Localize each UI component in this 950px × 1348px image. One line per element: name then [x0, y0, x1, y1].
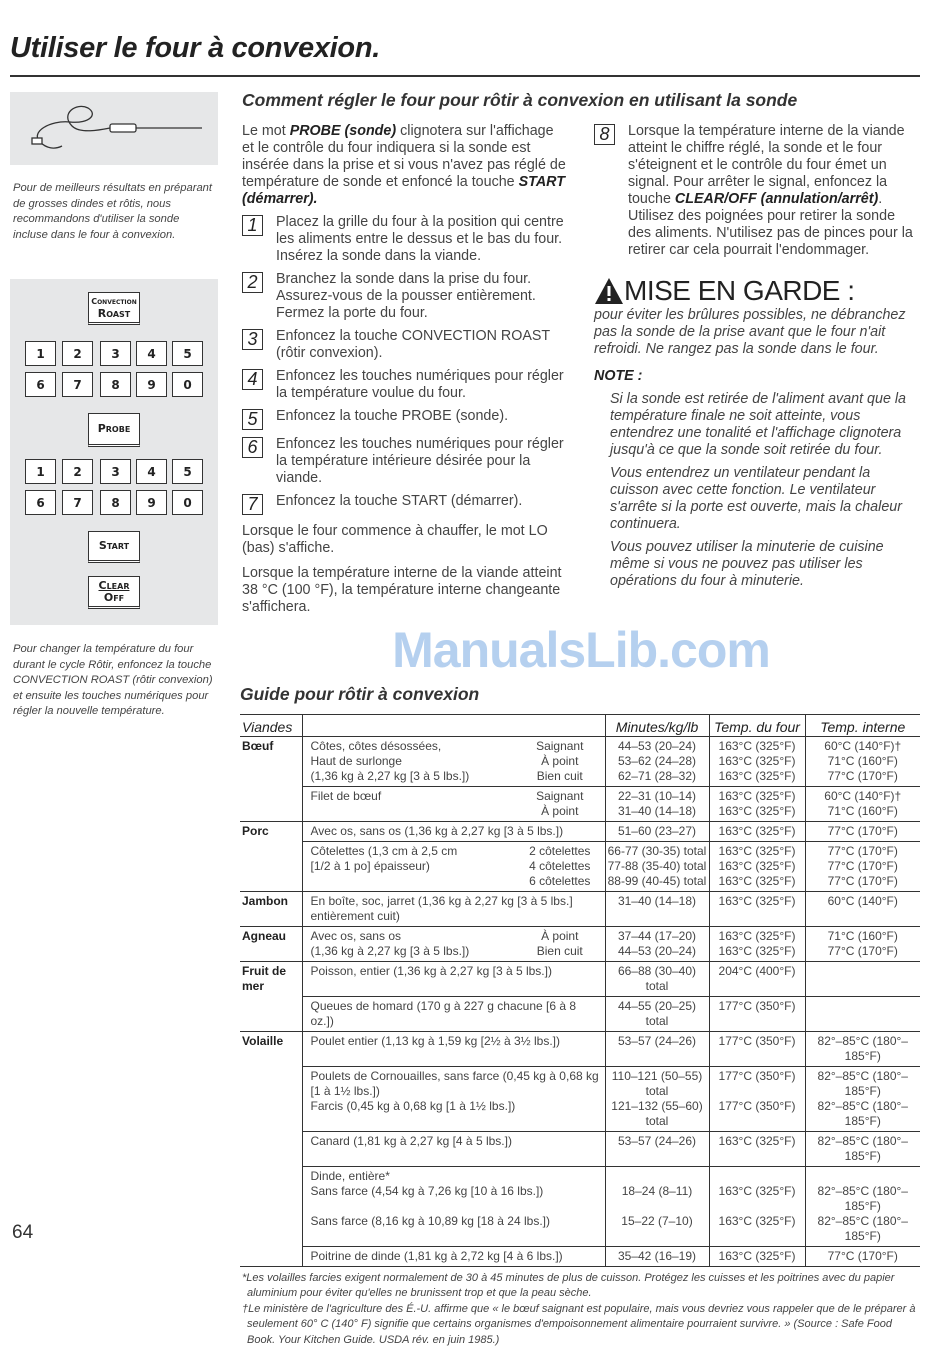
- minutes-per-kg: 44–53 (20–24): [605, 737, 709, 755]
- meat-category: Bœuf: [240, 737, 302, 822]
- minutes-per-kg: 44–55 (20–25) total: [605, 997, 709, 1032]
- minutes-per-kg: 15–22 (7–10): [605, 1214, 709, 1247]
- step-6: [242, 436, 568, 487]
- digit-key-2: 2: [62, 341, 93, 366]
- cut-name: Farcis (0,45 kg à 0,68 kg [1 à 1½ lbs.]): [302, 1099, 605, 1132]
- warning-text: pour éviter les brûlures possibles, ne débranchez pas la sonde de la prise avant que le four n'ait refroidi. Ne rangez pas la sonde dans le four.: [594, 307, 906, 357]
- internal-temp: 77°C (170°F): [805, 874, 920, 892]
- doneness: À point: [541, 929, 579, 943]
- footnote-usda: †Le ministère de l'agriculture des É.-U. affirme que « le bœuf saignant est populaire, mais vous devriez vous rappeler que de le préparer à seulement 60° C (140° F) signifie que certains organismes d'empoisonnement alimentaire pourraient survivre. » (Source : Safe Food Book. Your Kitchen Guide. USDA rév. en juin 1985.): [242, 1302, 916, 1346]
- internal-temp: 60°C (140°F): [805, 892, 920, 927]
- table-row: [240, 997, 920, 1032]
- minutes-per-kg: 31–40 (14–18): [605, 892, 709, 927]
- minutes-per-kg: [605, 1167, 709, 1185]
- doneness: Saignant: [536, 739, 584, 753]
- doneness: À point: [515, 804, 605, 822]
- table-row: [240, 892, 920, 927]
- cut-name: Canard (1,81 kg à 2,27 kg [4 à 5 lbs.]): [302, 1132, 605, 1167]
- digit-key-8: 8: [100, 372, 131, 397]
- oven-temp: 163°C (325°F): [709, 842, 805, 860]
- step-list: [242, 214, 568, 515]
- step-text: Enfoncez la touche START (démarrer).: [276, 493, 523, 509]
- oven-temp: 177°C (350°F): [709, 1067, 805, 1100]
- internal-temp: 71°C (160°F): [805, 927, 920, 945]
- step-number: 7: [242, 494, 263, 515]
- digit-key-4: 4: [136, 459, 167, 484]
- probe-key: Probe: [88, 413, 140, 447]
- convection-roast-key: Convection Roast: [88, 292, 140, 325]
- header-minutes: Minutes/kg/lb: [605, 715, 709, 737]
- minutes-per-kg: 44–53 (20–24): [605, 944, 709, 962]
- cut-name: [1/2 à 1 po] épaisseur): [310, 859, 430, 873]
- probe-illustration: [10, 92, 218, 165]
- internal-temp: 77°C (170°F): [805, 944, 920, 962]
- internal-temp: 82°–85°C (180°–185°F): [805, 1032, 920, 1067]
- oven-temp: 163°C (325°F): [709, 754, 805, 769]
- oven-temp: 163°C (325°F): [709, 944, 805, 962]
- temperature-probe-icon: [10, 92, 218, 165]
- internal-temp: 82°–85°C (180°–185°F): [805, 1214, 920, 1247]
- digit-key-0: 0: [172, 490, 203, 515]
- table-row: [240, 1032, 920, 1067]
- cut-name: Côtelettes (1,3 cm à 2,5 cm: [310, 844, 458, 858]
- oven-temp: 163°C (325°F): [709, 804, 805, 822]
- internal-temp: 77°C (170°F): [805, 769, 920, 787]
- minutes-per-kg: 66-77 (30-35) total: [605, 842, 709, 860]
- step-text: Placez la grille du four à la position qui centre les aliments entre le dessus et le bas du four. Insérez la sonde dans la viande.: [276, 214, 564, 264]
- table-row: [240, 1167, 920, 1185]
- table-row: [240, 944, 920, 962]
- internal-temp: 71°C (160°F): [805, 754, 920, 769]
- oven-keypad-illustration: [10, 279, 218, 625]
- table-row: [240, 1099, 920, 1132]
- step-1: [242, 214, 568, 265]
- table-row: [240, 1132, 920, 1167]
- digit-key-3: 3: [100, 459, 131, 484]
- intro-paragraph: Le mot PROBE (sonde) clignotera sur l'affichage et le contrôle du four indiquera si la sonde est insérée dans la prise et si vous n'avez pas réglé de température de sonde et enfoncé la touche START (démarrer).: [242, 123, 566, 207]
- oven-temp: 163°C (325°F): [709, 874, 805, 892]
- minutes-per-kg: 51–60 (23–27): [605, 822, 709, 842]
- digit-key-6: 6: [25, 372, 56, 397]
- cut-name: Filet de bœuf: [310, 789, 382, 803]
- internal-temp: 77°C (170°F): [805, 842, 920, 860]
- oven-temp: 163°C (325°F): [709, 892, 805, 927]
- oven-temp: 163°C (325°F): [709, 927, 805, 945]
- internal-temp: 60°C (140°F)†: [805, 737, 920, 755]
- oven-temp: 163°C (325°F): [709, 822, 805, 842]
- digit-key-2: 2: [62, 459, 93, 484]
- digit-key-8: 8: [100, 490, 131, 515]
- clear-off-key: Clear Off: [88, 576, 140, 609]
- doneness: Saignant: [536, 789, 584, 803]
- digit-key-6: 6: [25, 490, 56, 515]
- cut-name: En boîte, soc, jarret (1,36 kg à 2,27 kg [3 à 5 lbs.] entièrement cuit): [302, 892, 605, 927]
- oven-temp: 204°C (400°F): [709, 962, 805, 997]
- oven-temp: 163°C (325°F): [709, 1247, 805, 1267]
- cut-name: (1,36 kg à 2,27 kg [3 à 5 lbs.]): [302, 944, 515, 962]
- temperature-change-caption: Pour changer la température du four durant le cycle Rôtir, enfoncez la touche CONVECTION ROAST (rôtir convexion) et ensuite les touches numériques pour régler la nouvelle température.: [13, 643, 213, 717]
- section-subtitle: Comment régler le four pour rôtir à convexion en utilisant la sonde: [242, 90, 798, 110]
- minutes-per-kg: 66–88 (30–40) total: [605, 962, 709, 997]
- left-column: [240, 123, 568, 616]
- internal-temp: [805, 1167, 920, 1185]
- table-row: [240, 787, 920, 805]
- note-3: Vous pouvez utiliser la minuterie de cuisine même si vous ne pouvez pas utiliser les opérations du four à minuterie.: [610, 539, 884, 589]
- step-number: 8: [594, 124, 615, 145]
- step-5: [242, 408, 568, 430]
- oven-temp: 163°C (325°F): [709, 787, 805, 805]
- step-text: Enfoncez la touche PROBE (sonde).: [276, 408, 509, 424]
- internal-temp: 60°C (140°F)†: [805, 787, 920, 805]
- cut-name: Avec os, sans os: [310, 929, 401, 943]
- internal-temp: 82°–85°C (180°–185°F): [805, 1099, 920, 1132]
- oven-temp: [709, 1167, 805, 1185]
- digit-key-1: 1: [25, 459, 56, 484]
- table-row: [240, 1184, 920, 1214]
- minutes-per-kg: 77-88 (35-40) total: [605, 859, 709, 874]
- cut-name: Poisson, entier (1,36 kg à 2,27 kg [3 à 5 lbs.]): [302, 962, 605, 997]
- oven-temp: 177°C (350°F): [709, 1099, 805, 1132]
- internal-temp-note: Lorsque la température interne de la viande atteint 38 °C (100 °F), la température interne changeante s'affichera.: [242, 565, 562, 615]
- meat-category: Fruit de mer: [240, 962, 302, 1032]
- minutes-per-kg: 53–57 (24–26): [605, 1132, 709, 1167]
- step-text: Enfoncez la touche CONVECTION ROAST (rôtir convexion).: [276, 328, 550, 361]
- cut-name: Avec os, sans os (1,36 kg à 2,27 kg [3 à 5 lbs.]): [302, 822, 605, 842]
- internal-temp: [805, 997, 920, 1032]
- footnote-stuffed-poultry: *Les volailles farcies exigent normalement de 30 à 45 minutes de plus de cuisson. Protégez les cuisses et les poitrines avec du papier aluminium pour éviter qu'elles ne brunissent trop et que la peau sèche.: [242, 1272, 895, 1300]
- table-row: [240, 754, 920, 769]
- digit-key-5: 5: [172, 341, 203, 366]
- internal-temp: 82°–85°C (180°–185°F): [805, 1067, 920, 1100]
- oven-temp: 177°C (350°F): [709, 1032, 805, 1067]
- minutes-per-kg: 88-99 (40-45) total: [605, 874, 709, 892]
- doneness: Bien cuit: [515, 944, 605, 962]
- digit-key-0: 0: [172, 372, 203, 397]
- meat-category: Porc: [240, 822, 302, 892]
- table-row: [240, 804, 920, 822]
- cut-name: Sans farce (4,54 kg à 7,26 kg [10 à 16 lbs.]): [310, 1184, 544, 1198]
- step-text: Branchez la sonde dans la prise du four. Assurez-vous de la pousser entièrement. Fermez la porte du four.: [276, 271, 536, 321]
- note-2: Vous entendrez un ventilateur pendant la cuisson avec cette fonction. Le ventilateur s'arrête si la porte est ouverte, mais la chaleur continuera.: [610, 465, 902, 532]
- meat-category: Volaille: [240, 1032, 302, 1267]
- internal-temp: 82°–85°C (180°–185°F): [805, 1132, 920, 1167]
- minutes-per-kg: 18–24 (8–11): [605, 1184, 709, 1214]
- start-key: Start: [88, 531, 140, 563]
- step-number: 2: [242, 272, 263, 293]
- table-row: [240, 1214, 920, 1247]
- note-label: NOTE :: [594, 368, 643, 384]
- table-row: [240, 737, 920, 755]
- probe-caption: Pour de meilleurs résultats en préparant de grosses dindes et rôtis, nous recommandons d'utiliser la sonde incluse dans le four à convexion.: [13, 182, 212, 241]
- internal-temp: [805, 962, 920, 997]
- cut-name: [302, 804, 515, 822]
- header-internal-temp: Temp. interne: [805, 715, 920, 737]
- meat-category: Jambon: [240, 892, 302, 927]
- title-rule: [10, 75, 920, 77]
- digit-key-3: 3: [100, 341, 131, 366]
- warning-heading: MISE EN GARDE :: [594, 275, 922, 307]
- step-text: Enfoncez les touches numériques pour régler la température voulue du four.: [276, 368, 564, 401]
- step-number: 3: [242, 329, 263, 350]
- watermark: ManualsLib.com: [392, 622, 770, 678]
- minutes-per-kg: 31–40 (14–18): [605, 804, 709, 822]
- cut-name: Poulets de Cornouailles, sans farce (0,45 kg à 0,68 kg [1 à 1½ lbs.]): [310, 1069, 599, 1098]
- step-3: [242, 328, 568, 362]
- heating-note: Lorsque le four commence à chauffer, le mot LO (bas) s'affiche.: [242, 523, 548, 556]
- cut-name: Côtes, côtes désossées,: [310, 739, 442, 753]
- step-4: [242, 368, 568, 402]
- internal-temp: 71°C (160°F): [805, 804, 920, 822]
- table-row: [240, 874, 920, 892]
- warning-icon: [594, 277, 624, 305]
- cut-name: Dinde, entière*: [310, 1169, 390, 1183]
- header-description: [302, 715, 605, 737]
- main-content: [240, 89, 922, 1348]
- step-number: 1: [242, 215, 263, 236]
- step-7: [242, 493, 568, 515]
- cut-name: [302, 874, 515, 892]
- minutes-per-kg: 53–62 (24–28): [605, 754, 709, 769]
- digit-key-4: 4: [136, 341, 167, 366]
- meat-category: Agneau: [240, 927, 302, 962]
- minutes-per-kg: 110–121 (50–55) total: [605, 1067, 709, 1100]
- step-number: 6: [242, 437, 263, 458]
- table-row: [240, 769, 920, 787]
- oven-temp: 163°C (325°F): [709, 769, 805, 787]
- oven-temp: 163°C (325°F): [709, 1132, 805, 1167]
- step-8: 8 Lorsque la température interne de la viande atteint le chiffre réglé, la sonde et le four s'éteignent et le contrôle du four émet un signal. Pour arrêter le signal, enfoncez la touche CLEAR/OFF (annulation/arrêt). Utilisez des poignées pour retirer la sonde des aliments. N'utilisez pas de pinces pour la retirer car cela pourrait l'endommager.: [594, 123, 922, 259]
- step-text: Enfoncez les touches numériques pour régler la température intérieure désirée pour la viande.: [276, 436, 564, 486]
- table-row: [240, 1247, 920, 1267]
- note-1: Si la sonde est retirée de l'aliment avant que la température finale ne soit atteinte, vous entendrez une tonalité et l'affichage clignotera jusqu'à ce que la sonde soit retirée du four.: [610, 391, 906, 458]
- doneness: 2 côtelettes: [529, 844, 591, 858]
- cut-name: Poulet entier (1,13 kg à 1,59 kg [2½ à 3½ lbs.]): [302, 1032, 605, 1067]
- roasting-guide-title: Guide pour rôtir à convexion: [240, 684, 480, 704]
- table-row: [240, 927, 920, 945]
- minutes-per-kg: 53–57 (24–26): [605, 1032, 709, 1067]
- doneness: Bien cuit: [515, 769, 605, 787]
- digit-key-5: 5: [172, 459, 203, 484]
- internal-temp: 77°C (170°F): [805, 859, 920, 874]
- cut-name: Poitrine de dinde (1,81 kg à 2,72 kg [4 à 6 lbs.]): [302, 1247, 605, 1267]
- oven-temp: 177°C (350°F): [709, 997, 805, 1032]
- digit-key-9: 9: [136, 372, 167, 397]
- oven-temp: 163°C (325°F): [709, 859, 805, 874]
- footnotes: [240, 1271, 922, 1348]
- page-number: 64: [12, 1222, 34, 1243]
- step-2: [242, 271, 568, 322]
- digit-key-9: 9: [136, 490, 167, 515]
- digit-key-1: 1: [25, 341, 56, 366]
- internal-temp: 77°C (170°F): [805, 1247, 920, 1267]
- table-row: [240, 842, 920, 860]
- table-row: [240, 1067, 920, 1100]
- digit-key-7: 7: [62, 372, 93, 397]
- cut-name: (1,36 kg à 2,27 kg [3 à 5 lbs.]): [302, 769, 515, 787]
- header-meats: Viandes: [240, 715, 302, 737]
- oven-temp: 163°C (325°F): [709, 1214, 805, 1247]
- minutes-per-kg: 62–71 (28–32): [605, 769, 709, 787]
- table-row: [240, 962, 920, 997]
- minutes-per-kg: 35–42 (16–19): [605, 1247, 709, 1267]
- right-column: [594, 123, 922, 616]
- digit-key-7: 7: [62, 490, 93, 515]
- internal-temp: 82°–85°C (180°–185°F): [805, 1184, 920, 1214]
- internal-temp: 77°C (170°F): [805, 822, 920, 842]
- roasting-guide-table: [240, 714, 920, 1267]
- step-number: 5: [242, 409, 263, 430]
- step-number: 4: [242, 369, 263, 390]
- table-row: [240, 859, 920, 874]
- oven-temp: 163°C (325°F): [709, 1184, 805, 1214]
- header-oven-temp: Temp. du four: [709, 715, 805, 737]
- cut-name: Queues de homard (170 g à 227 g chacune [6 à 8 oz.]): [302, 997, 605, 1032]
- doneness: 6 côtelettes: [515, 874, 605, 892]
- cut-name: Sans farce (8,16 kg à 10,89 kg [18 à 24 lbs.]): [302, 1214, 605, 1247]
- page-title: Utiliser le four à convexion.: [10, 32, 381, 64]
- table-row: [240, 822, 920, 842]
- minutes-per-kg: 37–44 (17–20): [605, 927, 709, 945]
- cut-name: Haut de surlonge: [310, 754, 402, 768]
- doneness: À point: [541, 754, 579, 768]
- oven-temp: 163°C (325°F): [709, 737, 805, 755]
- doneness: 4 côtelettes: [529, 859, 591, 873]
- minutes-per-kg: 121–132 (55–60) total: [605, 1099, 709, 1132]
- minutes-per-kg: 22–31 (10–14): [605, 787, 709, 805]
